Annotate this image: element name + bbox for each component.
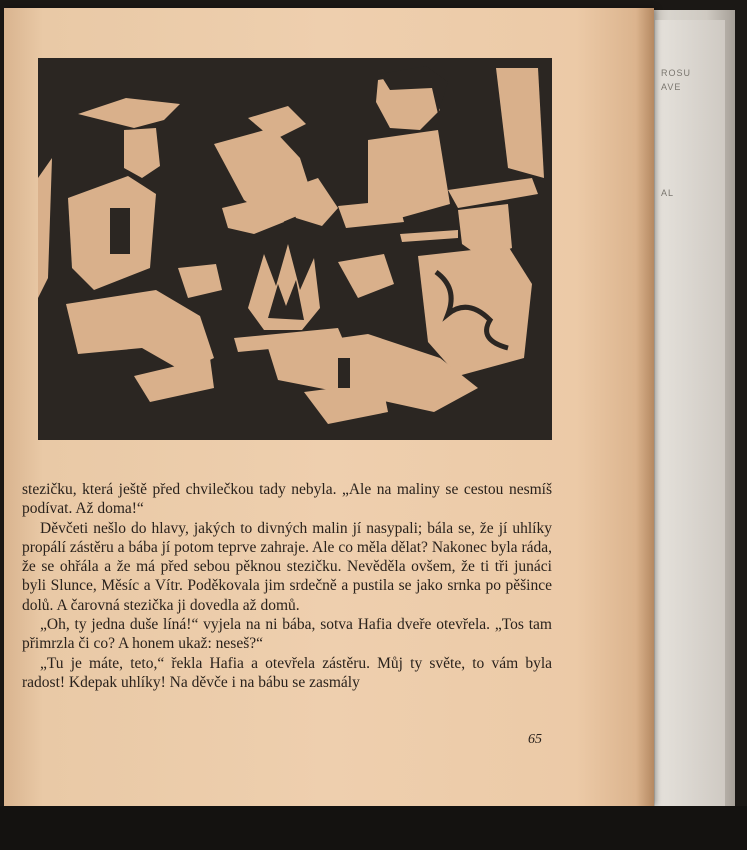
page-gutter <box>636 8 654 806</box>
paragraph: „Tu je máte, teto,“ řekla Hafia a otevřela zástěru. Můj ty světe, to vám byla radost! Kdepak uhlíky! Na děvče i na bábu se zasmály <box>22 654 552 691</box>
woodcut-illustration <box>38 58 552 440</box>
paragraph: stezičku, která ještě před chvilečkou tady nebyla. „Ale na maliny se cestou nesmíš podívat. Až doma!“ <box>22 481 552 518</box>
next-page-fragment: ROSU <box>661 68 692 78</box>
paragraph: Děvčeti nešlo do hlavy, jakých to divných malin jí nasypali; bála se, že jí uhlíky propálí zástěru a bába jí potom teprve zahraje. Ale co měla dělat? Nakonec byla ráda, že se ohřála a že má před sebou pěknou stezičku. Nevěděla ovšem, že ti tři junáci byli Slunce, Měsíc a Vítr. Poděkovala jim srdečně a pustila se jako srnka po pěšince dolů. A čarovná stezička ji dovedla až domů. <box>22 519 552 614</box>
body-text <box>22 480 552 692</box>
bottom-shadow <box>0 806 747 850</box>
paragraph: „Oh, ty jedna duše líná!“ vyjela na ni bába, sotva Hafia dveře otevřela. „Tos tam přimrzla či co? A honem ukaž: neseš?“ <box>22 616 552 653</box>
page-number: 65 <box>528 732 542 747</box>
book-page <box>4 8 654 806</box>
next-page-fragment: AVE <box>661 82 682 92</box>
next-page <box>655 20 725 810</box>
next-page-fragment: AL <box>661 188 675 198</box>
